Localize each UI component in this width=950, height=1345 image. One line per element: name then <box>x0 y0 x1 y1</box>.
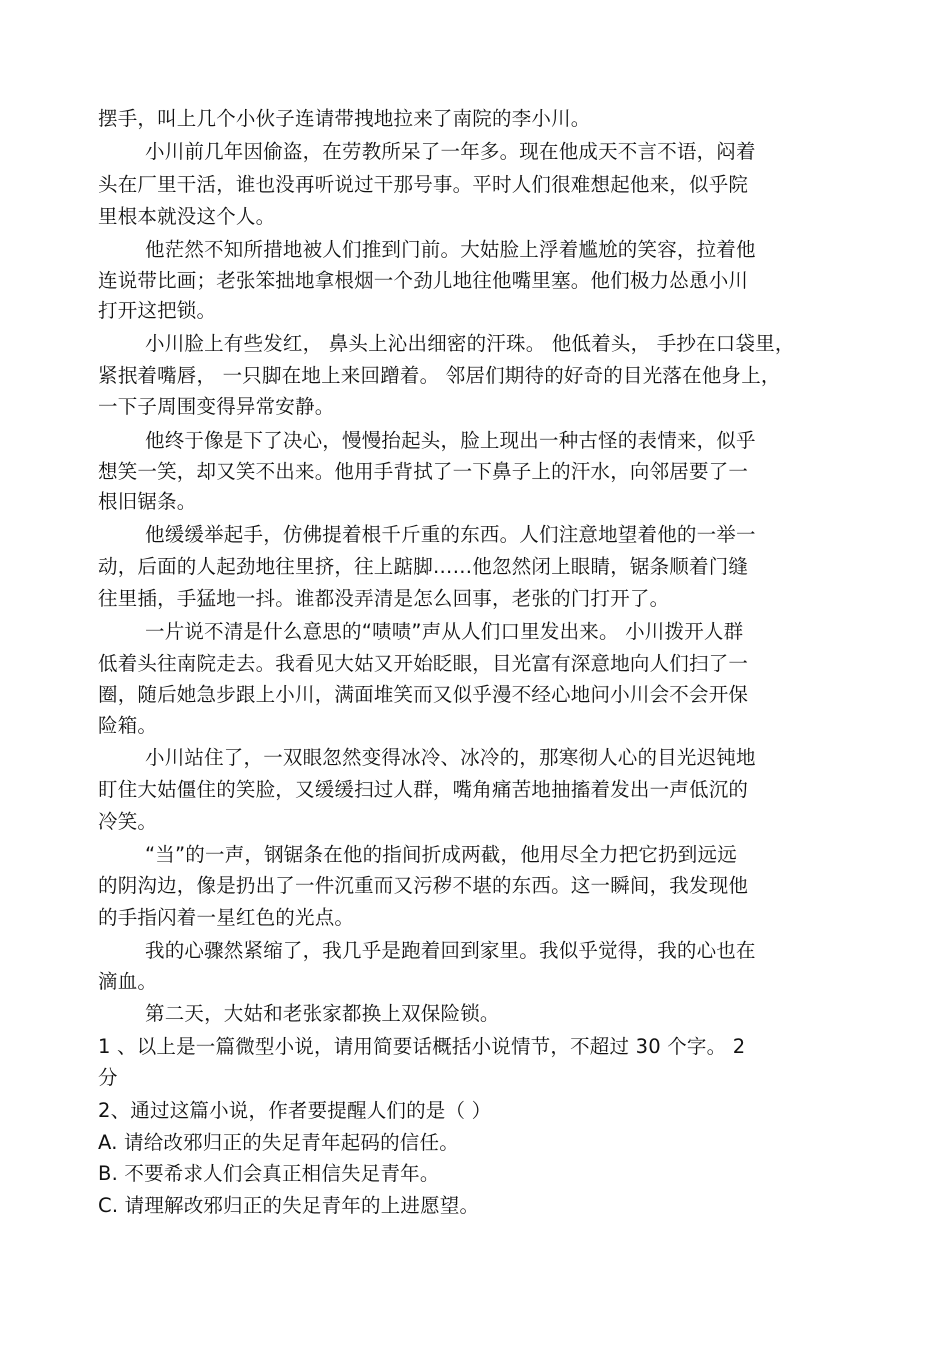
text-line: “当”的一声，钢锯条在他的指间折成两截，他用尽全力把它扔到远远 <box>145 843 737 866</box>
text-line: 里根本就没这个人。 <box>98 205 276 228</box>
text-line: 盯住大姑僵住的笑脸，又缓缓扫过人群，嘴角痛苦地抽搐着发出一声低沉的 <box>98 778 749 801</box>
text-line: 小川脸上有些发红， 鼻头上沁出细密的汗珠。 他低着头， 手抄在口袋里， <box>145 332 795 355</box>
text-line: 一片说不清是什么意思的“啧啧”声从人们口里发出来。 小川拨开人群 <box>145 620 744 643</box>
text-line: 我的心骤然紧缩了，我几乎是跑着回到家里。我似乎觉得，我的心也在 <box>145 939 756 962</box>
text-line: 打开这把锁。 <box>98 299 217 322</box>
text-line: 他终于像是下了决心，慢慢抬起头，脸上现出一种古怪的表情来，似乎 <box>145 429 756 452</box>
question-1: 1 、以上是一篇微型小说，请用简要话概括小说情节，不超过 30 个字。 2 <box>98 1035 746 1058</box>
text-line: 第二天，大姑和老张家都换上双保险锁。 <box>145 1002 500 1025</box>
text-line: 根旧锯条。 <box>98 490 197 513</box>
text-line: 险箱。 <box>98 714 158 737</box>
text-line: 的阴沟边，像是扔出了一件沉重而又污秽不堪的东西。这一瞬间，我发现他 <box>98 874 749 897</box>
text-line: 头在厂里干活，谁也没再听说过干那号事。平时人们很难想起他来，似乎院 <box>98 173 749 196</box>
text-line: 冷笑。 <box>98 810 158 833</box>
text-line: 他茫然不知所措地被人们推到门前。大姑脸上浮着尴尬的笑容，拉着他 <box>145 238 756 261</box>
text-line: 连说带比画；老张笨拙地拿根烟一个劲儿地往他嘴里塞。他们极力怂恿小川 <box>98 269 749 292</box>
text-line: 想笑一笑，却又笑不出来。他用手背拭了一下鼻子上的汗水，向邻居要了一 <box>98 460 749 483</box>
text-line: 一下子周围变得异常安静。 <box>98 395 335 418</box>
text-line: 往里插，手猛地一抖。谁都没弄清是怎么回事，老张的门打开了。 <box>98 587 670 610</box>
text-line: 圈，随后她急步跟上小川，满面堆笑而又似乎漫不经心地问小川会不会开保 <box>98 683 749 706</box>
text-line: 小川站住了，一双眼忽然变得冰冷、冰冷的，那寒彻人心的目光迟钝地 <box>145 746 756 769</box>
question-2: 2、通过这篇小说，作者要提醒人们的是（ ） <box>98 1099 492 1122</box>
text-line: 动，后面的人起劲地往里挤，往上踮脚……他忽然闭上眼睛，锯条顺着门缝 <box>98 555 749 578</box>
text-line: 摆手，叫上几个小伙子连请带拽地拉来了南院的李小川。 <box>98 107 591 130</box>
text-line: 紧抿着嘴唇， 一只脚在地上来回蹭着。 邻居们期待的好奇的目光落在他身上， <box>98 364 781 387</box>
text-line: 低着头往南院走去。我看见大姑又开始眨眼，目光富有深意地向人们扫了一 <box>98 652 749 675</box>
option-b: B. 不要希求人们会真正相信失足青年。 <box>98 1162 440 1185</box>
text-line: 他缓缓举起手，仿佛提着根千斤重的东西。人们注意地望着他的一举一 <box>145 523 756 546</box>
text-line: 滴血。 <box>98 970 158 993</box>
option-a: A. 请给改邪归正的失足青年起码的信任。 <box>98 1131 459 1154</box>
question-1-points: 分 <box>98 1066 118 1089</box>
option-c: C. 请理解改邪归正的失足青年的上进愿望。 <box>98 1194 480 1217</box>
text-line: 的手指闪着一星红色的光点。 <box>98 906 355 929</box>
text-line: 小川前几年因偷盗，在劳教所呆了一年多。现在他成天不言不语，闷着 <box>145 140 756 163</box>
